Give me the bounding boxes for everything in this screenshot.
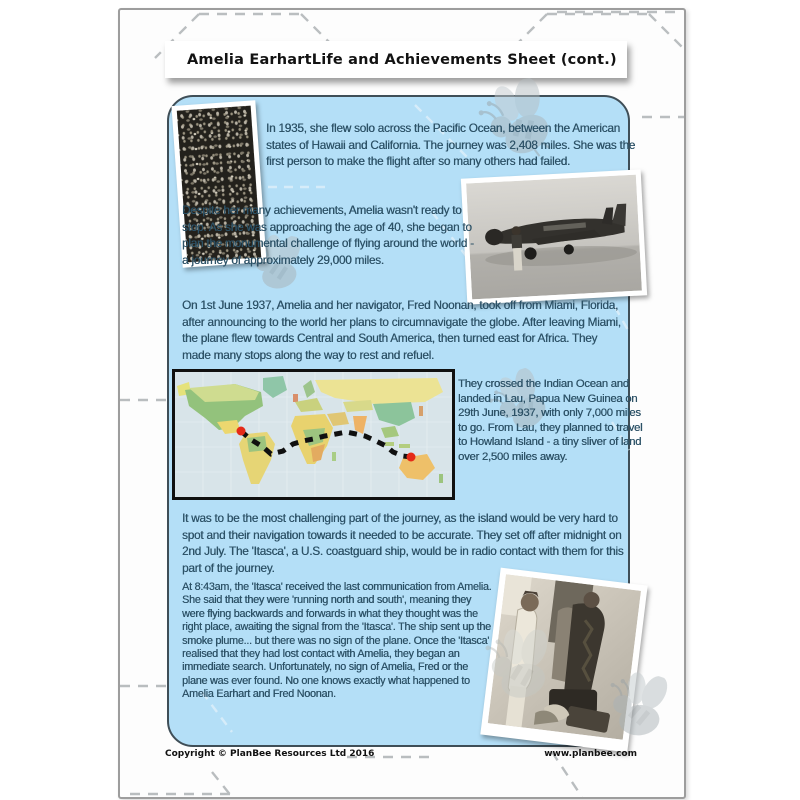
bee-icon (471, 622, 574, 717)
worksheet-page (118, 8, 686, 799)
sheet-title: Life and Achievements Sheet (cont.) (311, 51, 617, 68)
plane-photo-image (466, 175, 642, 300)
paragraph-1: In 1935, she flew solo across the Pacific Ocean, between the American states of Hawaii and California. The journey was 2,408 miles. She was the first person to make the flight after so many others had failed. (266, 121, 636, 168)
plane-photo (461, 169, 647, 304)
footer (165, 749, 637, 759)
paragraph-4: They crossed the Indian Ocean and landed in Lau, Papua New Guinea on 29th June, 1937, with only 7,000 miles to go. From Lau, they planned to travel to Howland Island - a tiny sliver of land over 2,500 miles away. (458, 378, 643, 463)
route-start-marker (237, 427, 246, 436)
paragraph-3: On 1st June 1937, Amelia and her navigator, Fred Noonan, took off from Miami, Florida, after announcing to the world her plans to circumnavigate the globe. After leaving Miami, the plane flew towards Central and South America, then turned east for Africa. They made many stops along the way to rest and refuel. (182, 298, 621, 362)
page-title: Amelia Earhart (187, 51, 312, 68)
paragraph-6: At 8:43am, the 'Itasca' received the last communication from Amelia. She said that they were 'running north and south', meaning they were flying backwards and forwards in what they thought was the right place, awaiting the signal from the 'Itasca'. The ship sent up the smoke plume... but there was no sign of the plane. Once the 'Itasca' realised that they had lost contact with Amelia, they began an immediate search. Unfortunately, no sign of Amelia, Fred or the plane was ever found. No one knows exactly what happened to Amelia Earhart and Fred Noonan. (182, 581, 492, 701)
website-link[interactable]: www.planbee.com (544, 749, 637, 759)
paragraph-2: Despite her many achievements, Amelia wasn't ready to stop. As she was approaching the age of 40, she began to plan the monumental challenge of flying around the world - a journey of approximately 29,000 miles. (182, 203, 474, 267)
world-map (172, 369, 455, 500)
paragraph-5: It was to be the most challenging part of the journey, as the island would be very hard to spot and their navigation towards it needed to be accurate. They set off after midnight on 2nd July. The 'Itasca', a U.S. coastguard ship, would be in radio contact with them for this part of the journey. (182, 511, 624, 575)
world-map-image (175, 372, 452, 497)
route-end-marker (407, 453, 416, 462)
copyright-text: Copyright © PlanBee Resources Ltd 2016 (165, 749, 375, 759)
